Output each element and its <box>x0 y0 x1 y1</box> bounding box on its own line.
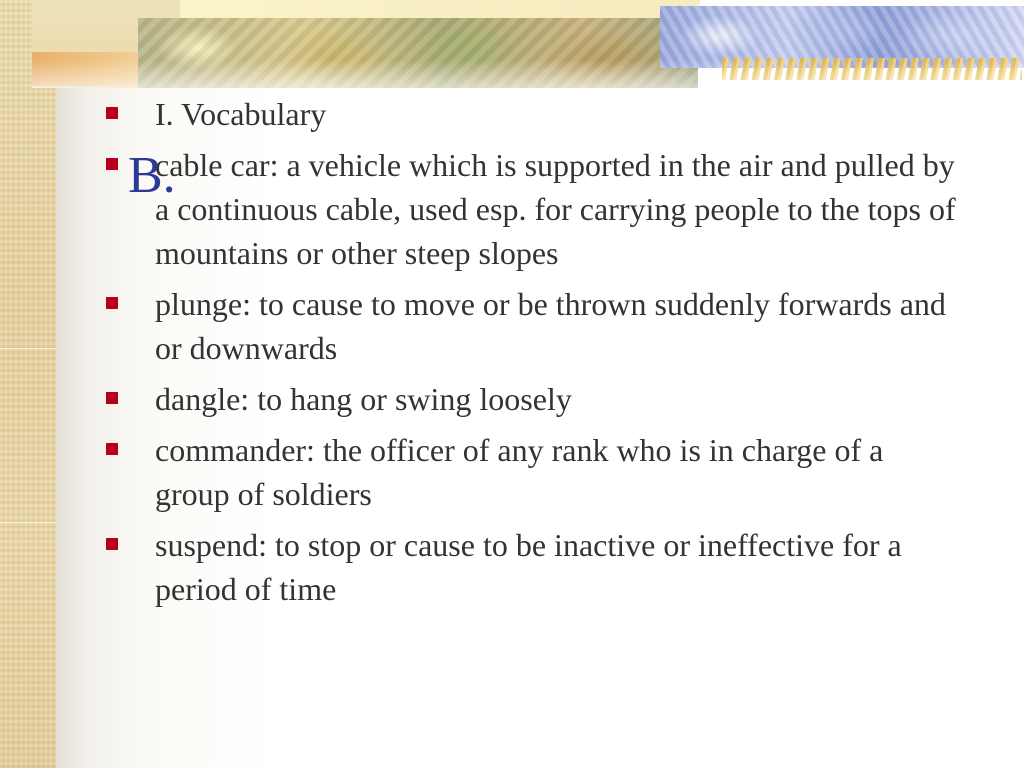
list-item-text: commander: the officer of any rank who is in charge of a group of soldiers <box>155 432 884 512</box>
list-item <box>104 143 964 275</box>
square-bullet-icon <box>106 297 118 309</box>
decorative-banner-image <box>32 0 1024 88</box>
list-item-text: cable car: a vehicle which is supported in the air and pulled by a continuous cable, used esp. for carrying people to the tops of mountains or other steep slopes <box>155 147 956 271</box>
square-bullet-icon <box>106 158 118 170</box>
list-item-text: dangle: to hang or swing loosely <box>155 381 572 417</box>
parchment-side-strip <box>0 0 56 768</box>
strip-divider <box>0 348 56 349</box>
square-bullet-icon <box>106 443 118 455</box>
list-item <box>104 428 964 516</box>
banner-cream-patch <box>180 0 700 20</box>
bullet-list <box>104 92 964 618</box>
list-item-text: suspend: to stop or cause to be inactive or ineffective for a period of time <box>155 527 902 607</box>
list-item-text: plunge: to cause to move or be thrown suddenly forwards and or downwards <box>155 286 946 366</box>
square-bullet-icon <box>106 392 118 404</box>
square-bullet-icon <box>106 538 118 550</box>
square-bullet-icon <box>106 107 118 119</box>
banner-fade <box>32 60 1024 88</box>
strip-divider <box>0 522 56 523</box>
list-item <box>104 282 964 370</box>
list-item-text: I. Vocabulary <box>155 96 327 132</box>
list-item <box>104 377 964 421</box>
slide-title: B. <box>128 147 176 204</box>
list-item <box>104 92 964 136</box>
list-item <box>104 523 964 611</box>
